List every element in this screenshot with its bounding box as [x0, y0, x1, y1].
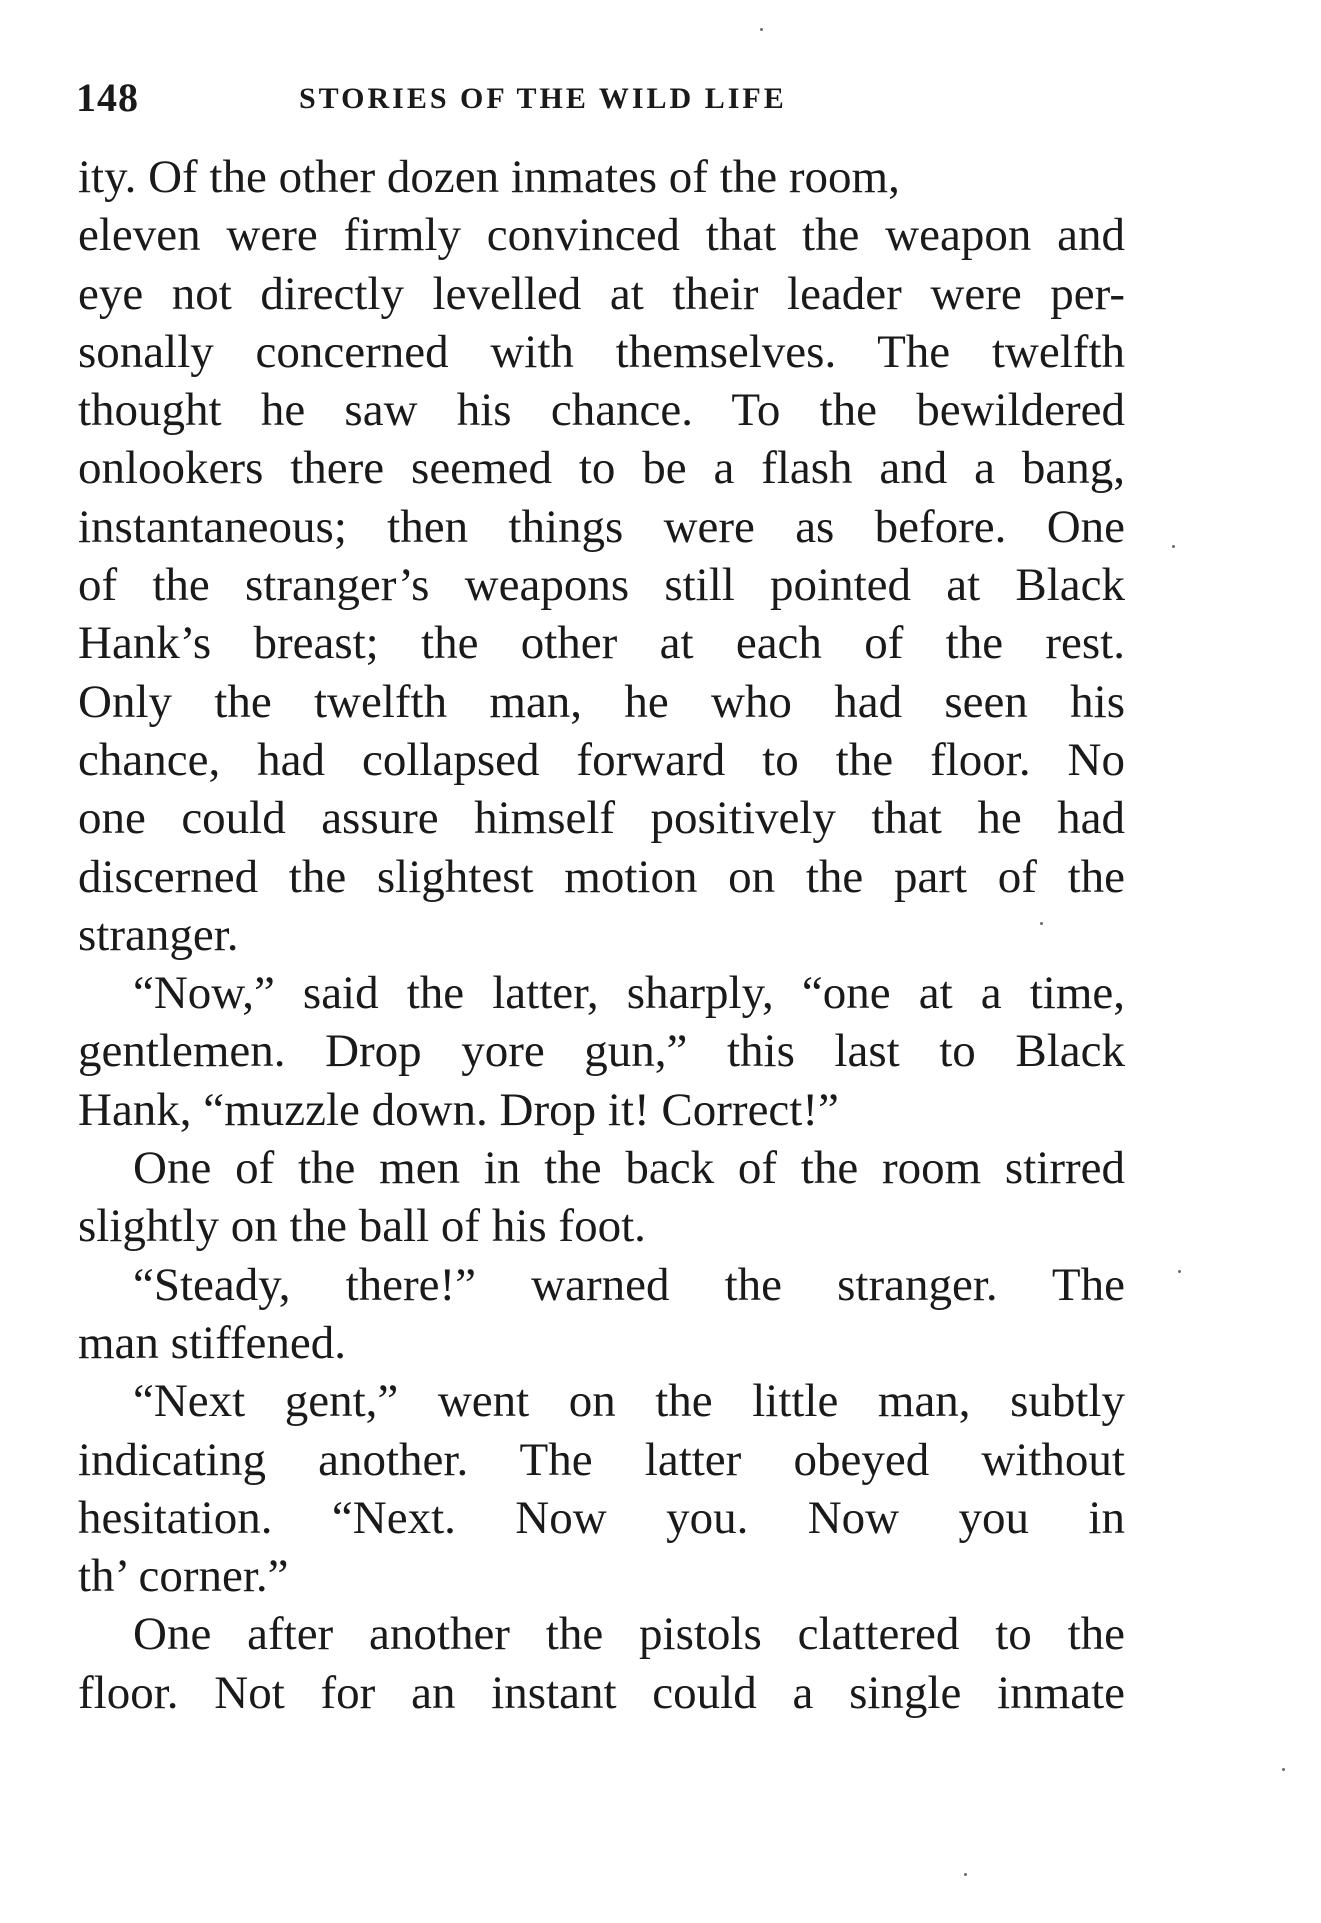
- text-line: onlookers there seemed to be a flash and a bang,: [78, 442, 1125, 495]
- scan-speck: [1282, 1768, 1285, 1771]
- running-head: [76, 74, 1126, 124]
- text-line: indicating another. The latter obeyed without: [78, 1433, 1125, 1486]
- text-line: th’ corner.”: [78, 1550, 289, 1603]
- text-line: One of the men in the back of the room stirred: [133, 1142, 1125, 1195]
- scan-speck: [1040, 922, 1043, 925]
- text-line: gentlemen. Drop yore gun,” this last to Black: [78, 1025, 1125, 1078]
- scan-speck: [760, 28, 763, 31]
- text-line: stranger.: [78, 908, 239, 961]
- scan-speck: [964, 1873, 967, 1876]
- text-line: Only the twelfth man, he who had seen his: [78, 675, 1125, 728]
- text-line: one could assure himself positively that he had: [78, 792, 1125, 845]
- text-line: man stiffened.: [78, 1316, 347, 1369]
- text-line: Hank’s breast; the other at each of the rest.: [78, 617, 1125, 670]
- text-line: hesitation. “Next. Now you. Now you in: [78, 1491, 1125, 1544]
- body-text: [78, 148, 1125, 1722]
- text-line: eye not directly levelled at their leader were per-: [78, 267, 1125, 320]
- text-line: floor. Not for an instant could a single inmate: [78, 1666, 1125, 1719]
- text-line: instantaneous; then things were as before. One: [78, 500, 1125, 553]
- text-line: ity. Of the other dozen inmates of the room,: [78, 151, 900, 203]
- text-line: slightly on the ball of his foot.: [78, 1200, 646, 1253]
- text-line: eleven were firmly convinced that the weapon and: [78, 209, 1125, 262]
- text-line: chance, had collapsed forward to the floor. No: [78, 733, 1125, 786]
- text-line: “Next gent,” went on the little man, subtly: [133, 1375, 1125, 1428]
- running-title: STORIES OF THE WILD LIFE: [299, 82, 787, 115]
- text-line: “Now,” said the latter, sharply, “one at a time,: [133, 967, 1125, 1020]
- scan-speck: [1172, 545, 1175, 548]
- page-number: 148: [76, 75, 139, 120]
- text-line: discerned the slightest motion on the part of the: [78, 850, 1125, 903]
- text-line: Hank, “muzzle down. Drop it! Correct!”: [78, 1083, 839, 1136]
- scan-speck: [1178, 1270, 1181, 1273]
- text-line: sonally concerned with themselves. The twelfth: [78, 325, 1125, 378]
- text-line: of the stranger’s weapons still pointed at Black: [78, 559, 1125, 612]
- text-line: One after another the pistols clattered to the: [133, 1608, 1125, 1661]
- text-line: “Steady, there!” warned the stranger. The: [133, 1258, 1125, 1311]
- text-line: thought he saw his chance. To the bewildered: [78, 384, 1125, 437]
